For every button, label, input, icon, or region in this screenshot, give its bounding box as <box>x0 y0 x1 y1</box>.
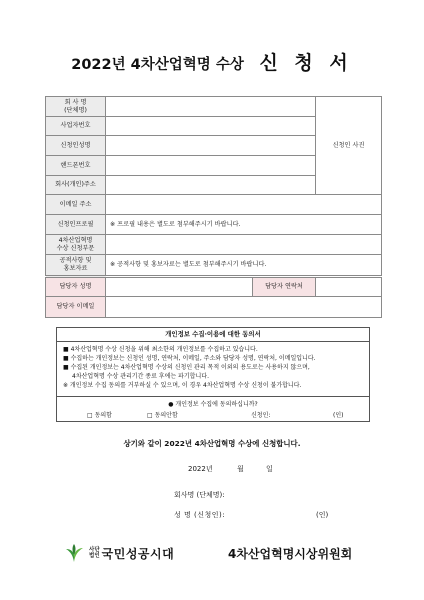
application-form-table <box>45 96 382 318</box>
profile-label: 신청인프로필 <box>46 215 106 235</box>
business-number-field[interactable] <box>106 117 316 136</box>
privacy-consent-box <box>56 327 370 422</box>
signature-company-label: 회사명 (단체명): <box>174 491 225 499</box>
email-field[interactable] <box>106 195 382 215</box>
phone-label: 핸드폰번호 <box>46 156 106 176</box>
consent-question: ● 개인정보 수집에 동의하십니까? <box>168 401 258 408</box>
committee-name: 4차산업혁명시상위원회 <box>228 547 353 561</box>
agree-checkbox[interactable]: □ 동의함 <box>87 412 112 419</box>
signature-seal: (인) <box>316 511 329 519</box>
applicant-photo-box[interactable]: 신청인 사진 <box>316 97 382 195</box>
date-day: 일 <box>266 465 273 473</box>
category-label: 4차산업혁명 수상 신청부문 <box>46 235 106 255</box>
category-field[interactable] <box>106 235 382 255</box>
applicant-name-label: 신청인성명 <box>46 136 106 156</box>
manager-contact-label: 담당자 연락처 <box>253 277 316 297</box>
applicant-name-field[interactable] <box>106 136 316 156</box>
achievements-label: 공적사항 및 홍보자료 <box>46 255 106 277</box>
business-number-label: 사업자번호 <box>46 117 106 136</box>
profile-note: ※ 프로필 내용은 별도로 첨부해주시기 바랍니다. <box>106 215 382 235</box>
disagree-checkbox[interactable]: □ 동의안함 <box>147 412 178 419</box>
email-label: 이메일 주소 <box>46 195 106 215</box>
document-title <box>0 48 424 75</box>
date-month: 월 <box>237 465 244 473</box>
company-name-field[interactable] <box>106 97 316 117</box>
phone-field[interactable] <box>106 156 316 176</box>
manager-name-label: 담당자 성명 <box>46 277 106 297</box>
organization-logo <box>63 541 174 565</box>
company-name-label: 회 사 명 (단체명) <box>46 97 106 117</box>
manager-contact-field[interactable] <box>316 277 382 297</box>
consent-body <box>57 342 369 397</box>
leaf-logo-icon <box>63 542 85 564</box>
consent-seal: (인) <box>333 412 344 419</box>
logo-prefix: 사단 법인 <box>89 546 100 559</box>
consent-line: ■ 수집된 개인정보는 4차산업혁명 수상의 신청인 관리 목적 이외의 용도로는 사용하지 않으며, <box>63 364 310 371</box>
organization-name: 국민성공시대 <box>101 546 175 561</box>
address-label: 회사(개인)주소 <box>46 176 106 195</box>
manager-email-field[interactable] <box>106 297 382 318</box>
manager-email-label: 담당자 이메일 <box>46 297 106 318</box>
date-year: 2022년 <box>188 465 213 473</box>
achievements-note: ※ 공적사항 및 홍보자료는 별도로 첨부해주시기 바랍니다. <box>106 255 382 277</box>
declaration-text: 상기와 같이 2022년 4차산업혁명 수상에 신청합니다. <box>123 439 301 448</box>
signature-name-label: 성 명 (신청인): <box>174 511 226 519</box>
consent-header: 개인정보 수집·이용에 대한 동의서 <box>57 328 369 342</box>
manager-name-field[interactable] <box>106 277 253 297</box>
consent-line: 4차산업혁명 수상 관리기간 종료 후에는 파기합니다. <box>72 373 209 380</box>
consent-line: ■ 4차산업혁명 수상 신청을 위해 최소한의 개인정보를 수집하고 있습니다. <box>63 346 258 353</box>
address-field[interactable] <box>106 176 316 195</box>
consent-applicant-label: 신청인: <box>251 412 271 419</box>
consent-line: ※ 개인정보 수집 동의를 거부하실 수 있으며, 이 경우 4차산업혁명 수상 신청이 불가합니다. <box>63 382 302 389</box>
consent-line: ■ 수집하는 개인정보는 신청인 성명, 연락처, 이메일, 주소와 담당자 성명, 연락처, 이메일입니다. <box>63 355 316 362</box>
title-main: 신 청 서 <box>259 52 353 74</box>
consent-question-area <box>57 397 369 422</box>
title-year-part: 2022년 4차산업혁명 수상 <box>71 57 244 73</box>
